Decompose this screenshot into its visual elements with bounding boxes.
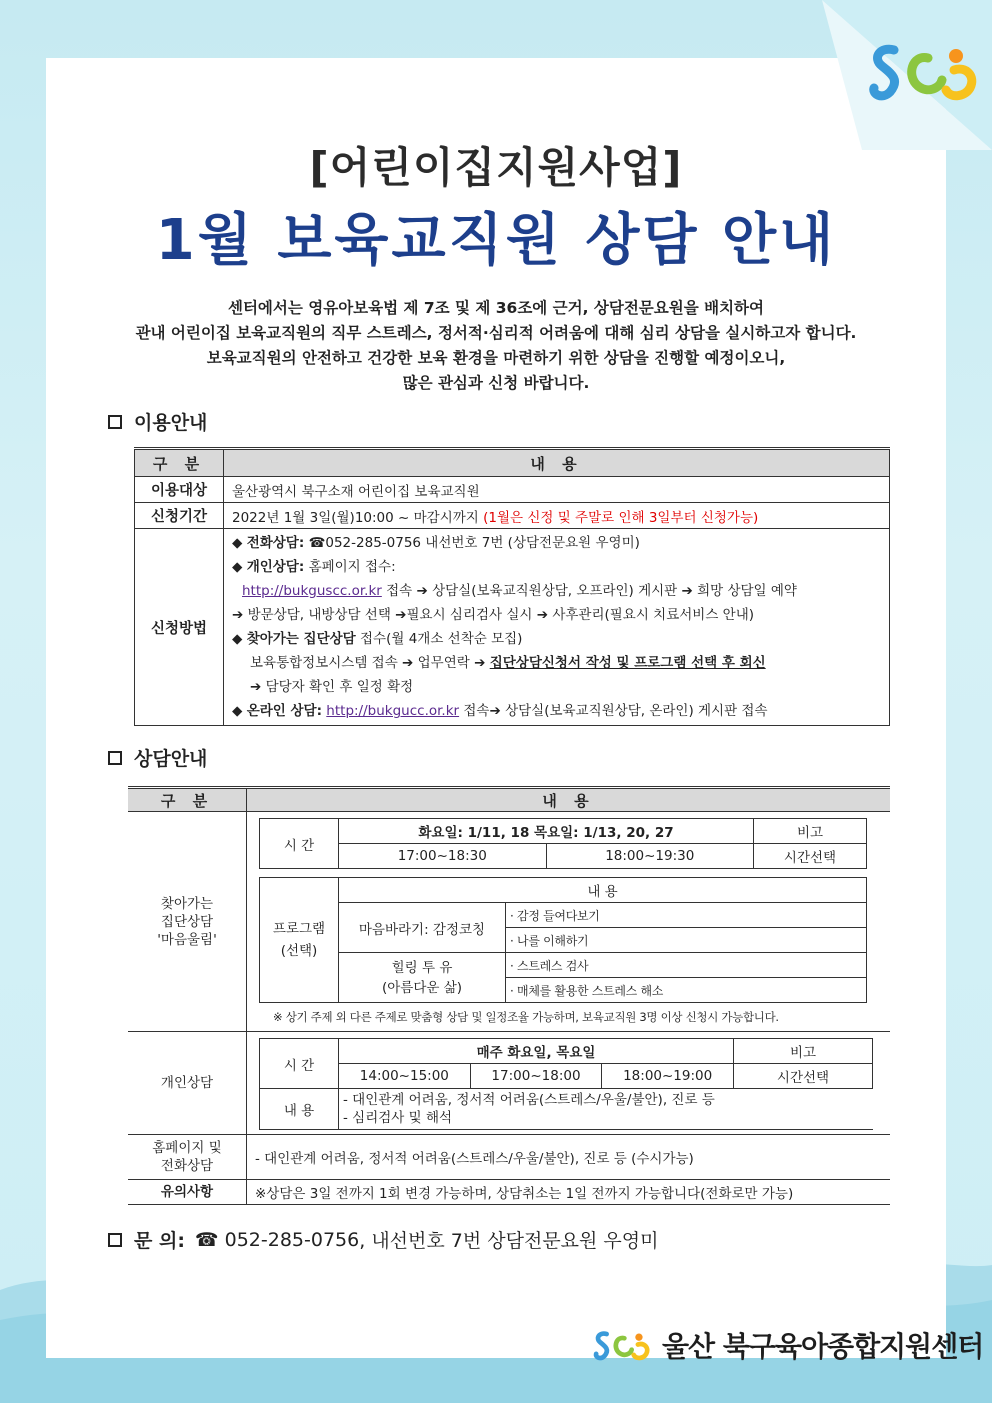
group-schedule-table xyxy=(259,818,867,869)
caution-value: ※상담은 3일 전까지 1회 변경 가능하며, 상담취소는 1일 전까지 가능합니다(전화로만 가능) xyxy=(247,1180,891,1205)
program-2-item: · 매체를 활용한 스트레스 해소 xyxy=(506,978,867,1003)
counsel-heading-text: 상담안내 xyxy=(134,748,208,770)
contact-label: 문 의: xyxy=(134,1230,185,1252)
program-2-item: · 스트레스 검사 xyxy=(506,953,867,978)
caution-label: 유의사항 xyxy=(128,1180,247,1205)
web-counsel-value: - 대인관계 어려움, 정서적 어려움(스트레스/우울/불안), 진로 등 (수시가능) xyxy=(247,1135,891,1180)
method-personal-steps xyxy=(232,579,881,603)
page-subtitle: [어린이집지원사업] xyxy=(309,143,683,192)
center-logo-icon xyxy=(866,36,981,106)
method-group: ◆ 찾아가는 집단상담 접수(월 4개소 선착순 모집) xyxy=(232,631,523,647)
personal-schedule-table xyxy=(259,1038,873,1130)
intro-text xyxy=(60,296,932,396)
contact-line xyxy=(108,1226,658,1253)
footer-center-name: 울산 북구육아종합지원센터 xyxy=(662,1330,984,1363)
group-value: 접수(월 4개소 선착순 모집) xyxy=(360,631,523,647)
method-phone: ◆ 전화상담: ☎052-285-0756 내선번호 7번 (상담전문요원 우영미) xyxy=(232,535,640,551)
usage-heading-text: 이용안내 xyxy=(134,412,208,434)
period-cell xyxy=(224,503,890,529)
group-title: 찾아가는 집단상담 xyxy=(246,631,356,647)
page-title: 1월 보육교직원 상담 안내 xyxy=(155,208,837,273)
group-time-select: 시간선택 xyxy=(754,844,867,869)
online-title: 온라인 상담: xyxy=(246,703,322,719)
target-label: 이용대상 xyxy=(135,477,224,503)
program-table xyxy=(259,877,867,1003)
group-steps xyxy=(232,651,881,675)
group-remark-label: 비고 xyxy=(754,819,867,844)
period-value: 2022년 1월 3일(월)10:00 ~ 마감시까지 xyxy=(232,509,479,526)
group-counsel-cell xyxy=(247,812,891,1032)
online-link[interactable]: http://bukgucc.or.kr xyxy=(326,703,460,719)
program-note: ※ 상기 주제 외 다른 주제로 맞춤형 상담 및 일정조율 가능하며, 보육교직원 3명 이상 신청시 가능합니다. xyxy=(273,1010,779,1024)
footer-logo-icon xyxy=(592,1322,652,1368)
checkbox-square-icon xyxy=(108,415,122,429)
personal-content-label: 내 용 xyxy=(260,1089,339,1130)
intro-line: 관내 어린이집 보육교직원의 직무 스트레스, 정서적·심리적 어려움에 대해 심리 상담을 실시하고자 합니다. xyxy=(135,324,857,342)
checkbox-square-icon xyxy=(108,1233,122,1247)
personal-value: 홈페이지 접수: xyxy=(308,559,396,575)
contact-phone: ☎ 052-285-0756 xyxy=(194,1228,360,1251)
personal-counsel-cell xyxy=(247,1032,891,1135)
personal-remark-label: 비고 xyxy=(734,1039,873,1064)
method-label: 신청방법 xyxy=(135,529,224,726)
personal-time-2: 17:00~18:00 xyxy=(470,1064,602,1089)
personal-time-1: 14:00~15:00 xyxy=(339,1064,471,1089)
phone-value: ☎052-285-0756 내선번호 7번 (상담전문요원 우영미) xyxy=(308,535,640,551)
personal-steps-2: ➔ 방문상담, 내방상담 선택 ➔필요시 심리검사 실시 ➔ 사후관리(필요시 치료서비스 안내) xyxy=(232,607,755,623)
period-label: 신청기간 xyxy=(135,503,224,529)
program-label: 프로그램 (선택) xyxy=(260,878,339,1003)
usage-heading xyxy=(108,408,207,435)
checkbox-square-icon xyxy=(108,751,122,765)
group-time-1: 17:00~18:30 xyxy=(339,844,547,869)
period-note: (1월은 신정 및 주말로 인해 3일부터 신청가능) xyxy=(483,509,759,526)
group-steps-2: ➔ 담당자 확인 후 일정 확정 xyxy=(250,679,414,695)
intro-line: 센터에서는 영유아보육법 제 7조 및 제 36조에 근거, 상담전문요원을 배치하여 xyxy=(227,299,764,317)
group-time-label: 시 간 xyxy=(260,819,339,869)
personal-content-2: - 심리검사 및 해석 xyxy=(343,1110,453,1126)
personal-content xyxy=(339,1089,873,1130)
method-online: ◆ 온라인 상담: http://bukgucc.or.kr 접속➔ 상담실(보육교직원상담, 온라인) 게시판 접속 xyxy=(232,703,768,719)
group-steps-1b: 집단상담신청서 작성 및 프로그램 선택 후 회신 xyxy=(489,655,766,671)
counsel-table xyxy=(128,786,890,1205)
homepage-link[interactable]: http://bukguscc.or.kr xyxy=(242,583,382,599)
counsel-heading xyxy=(108,744,207,771)
intro-line: 많은 관심과 신청 바랍니다. xyxy=(402,374,590,392)
usage-col-header-2: 내 용 xyxy=(224,449,890,477)
footer-brand xyxy=(592,1322,983,1368)
group-days: 화요일: 1/11, 18 목요일: 1/13, 20, 27 xyxy=(339,819,754,844)
intro-line: 보육교직원의 안전하고 건강한 보육 환경을 마련하기 위한 상담을 진행할 예정이오니, xyxy=(206,349,786,367)
program-content-header: 내 용 xyxy=(339,878,867,903)
target-value: 울산광역시 북구소재 어린이집 보육교직원 xyxy=(224,477,890,503)
program-1-name: 마음바라기: 감정코칭 xyxy=(339,903,506,953)
usage-table xyxy=(134,447,890,726)
method-cell xyxy=(224,529,890,726)
personal-time-select: 시간선택 xyxy=(734,1064,873,1089)
personal-time-label: 시 간 xyxy=(260,1039,339,1089)
group-time-2: 18:00~19:30 xyxy=(546,844,754,869)
personal-steps-1: 접속 ➔ 상담실(보육교직원상담, 오프라인) 게시판 ➔ 희망 상담일 예약 xyxy=(386,583,797,599)
group-steps-1a: 보육통합정보시스템 접속 ➔ 업무연락 ➔ xyxy=(250,655,486,671)
personal-content-1: - 대인관계 어려움, 정서적 어려움(스트레스/우울/불안), 진로 등 xyxy=(343,1092,715,1108)
usage-col-header-1: 구 분 xyxy=(135,449,224,477)
personal-time-3: 18:00~19:00 xyxy=(602,1064,734,1089)
personal-title: 개인상담: xyxy=(246,559,305,575)
program-1-item: · 감정 들여다보기 xyxy=(506,903,867,928)
online-steps: 접속➔ 상담실(보육교직원상담, 온라인) 게시판 접속 xyxy=(463,703,768,719)
personal-counsel-label: 개인상담 xyxy=(128,1032,247,1135)
phone-title: 전화상담: xyxy=(246,535,305,551)
web-counsel-label: 홈페이지 및 전화상담 xyxy=(128,1135,247,1180)
personal-days: 매주 화요일, 목요일 xyxy=(339,1039,734,1064)
counsel-col-header-2: 내 용 xyxy=(247,788,891,812)
program-2-name: 힐링 투 유 (아름다운 삶) xyxy=(339,953,506,1003)
group-counsel-label: 찾아가는 집단상담 '마음울림' xyxy=(128,812,247,1032)
contact-detail: , 내선번호 7번 상담전문요원 우영미 xyxy=(359,1230,659,1252)
program-1-item: · 나를 이해하기 xyxy=(506,928,867,953)
counsel-col-header-1: 구 분 xyxy=(128,788,247,812)
method-personal: ◆ 개인상담: 홈페이지 접수: xyxy=(232,559,396,575)
